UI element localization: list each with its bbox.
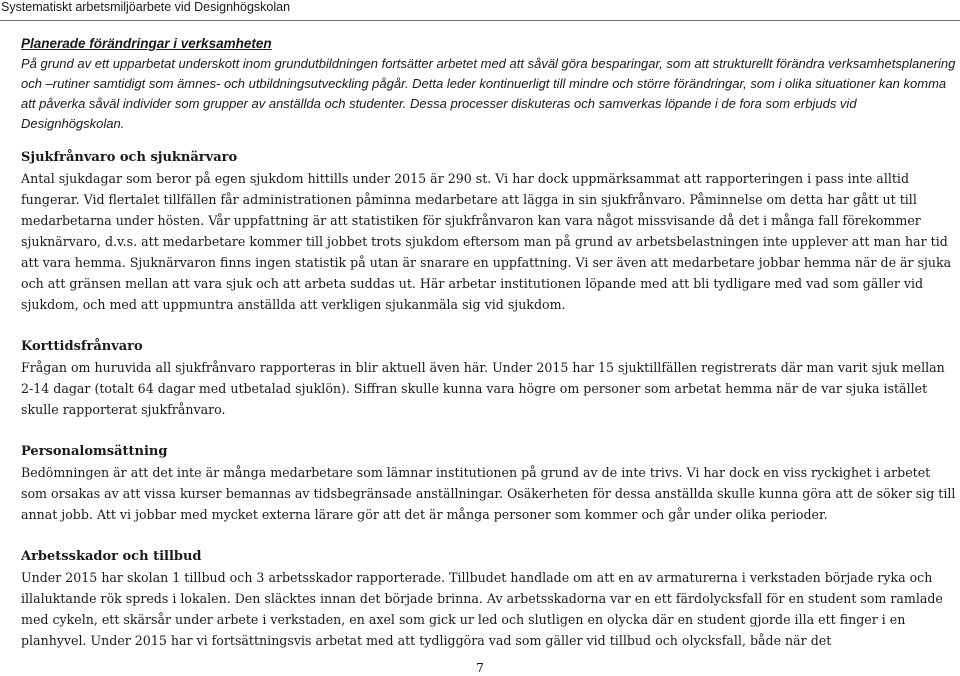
section-sick-leave <box>21 147 957 315</box>
document-body <box>21 34 957 651</box>
section-heading: Sjukfrånvaro och sjuknärvaro <box>21 150 238 165</box>
section-heading: Planerade förändringar i verksamheten <box>21 36 272 51</box>
section-heading: Arbetsskador och tillbud <box>21 549 202 564</box>
section-injuries-incidents <box>21 546 957 651</box>
section-short-term-absence <box>21 336 957 420</box>
section-planned-changes <box>21 34 957 134</box>
header-title: Systematiskt arbetsmiljöarbete vid Designhögskolan <box>1 0 291 14</box>
page-number: 7 <box>476 660 484 675</box>
section-heading: Personalomsättning <box>21 444 168 459</box>
section-paragraph: Antal sjukdagar som beror på egen sjukdom hittills under 2015 är 290 st. Vi har dock uppmärksammat att rapporteringen i pass inte alltid fungerar. Vid flertalet tillfällen får administrationen påminna medarbetare att lägga in sin sjukfrånvaro. Påminnelse om detta har gått ut till medarbetarna under hösten. Vår uppfattning är att statistiken för sjukfrånvaron kan vara något missvisande då det i många fall förekommer sjuknärvaro, d.v.s. att medarbetare kommer till jobbet trots sjukdom eftersom man på grund av arbetsbelastningen inte upplever att man har tid att vara hemma. Sjuknärvaron finns ingen statistik på utan är snarare en uppfattning. Vi ser även att medarbetare jobbar hemma när de är sjuka och att gränsen mellan att vara sjuk och att arbeta suddas ut. Här arbetar institutionen löpande med att bli tydligare med vad som gäller vid sjukdom, och med att uppmuntra anställda att verkligen sjukanmäla sig vid sjukdom. <box>21 171 952 312</box>
section-staff-turnover <box>21 441 957 525</box>
header-divider <box>0 20 960 21</box>
section-paragraph: Under 2015 har skolan 1 tillbud och 3 arbetsskador rapporterade. Tillbudet handlade om att en av armaturerna i verkstaden började ryka och illaluktande rök spreds i lokalen. Den släcktes innan det började brinna. Av arbetsskadorna var en ett färdolycksfall för en student som ramlade med cykeln, ett skärsår under arbete i verkstaden, en axel som gick ur led och slutligen en olycka där en student gjorde illa ett finger i en planhyvel. Under 2015 har vi fortsättningsvis arbetat med att tydliggöra vad som gäller vid tillbud och olycksfall, både när det <box>21 570 943 648</box>
section-paragraph: Bedömningen är att det inte är många medarbetare som lämnar institutionen på grund av de inte trivs. Vi har dock en viss ryckighet i arbetet som orsakas av att vissa kurser bemannas av tidsbegränsade anställningar. Osäkerheten för dessa anställda skulle kunna göra att de söker sig till annat jobb. Att vi jobbar med mycket externa lärare gör att det är många personer som kommer och går under olika perioder. <box>21 465 956 522</box>
section-paragraph: På grund av ett upparbetat underskott inom grundutbildningen fortsätter arbetet med att såväl göra besparingar, som att strukturellt förändra verksamhetsplanering och –rutiner samtidigt som ämnes- och utbildningsutveckling pågår. Detta leder kontinuerligt till mindre och större förändringar, som i olika situationer kan komma att påverka såväl individer som grupper av anställda och studenter. Dessa processer diskuteras och samverkas löpande i de fora som erbjuds vid Designhögskolan. <box>21 56 956 131</box>
section-heading: Korttidsfrånvaro <box>21 339 143 354</box>
section-paragraph: Frågan om huruvida all sjukfrånvaro rapporteras in blir aktuell även här. Under 2015 har 15 sjuktillfällen registrerats där man varit sjuk mellan 2-14 dagar (totalt 64 dagar med utbetalad sjuklön). Siffran skulle kunna vara högre om personer som arbetat hemma när de var sjuka istället skulle rapporterat sjukfrånvaro. <box>21 360 945 417</box>
document-header <box>0 0 960 20</box>
